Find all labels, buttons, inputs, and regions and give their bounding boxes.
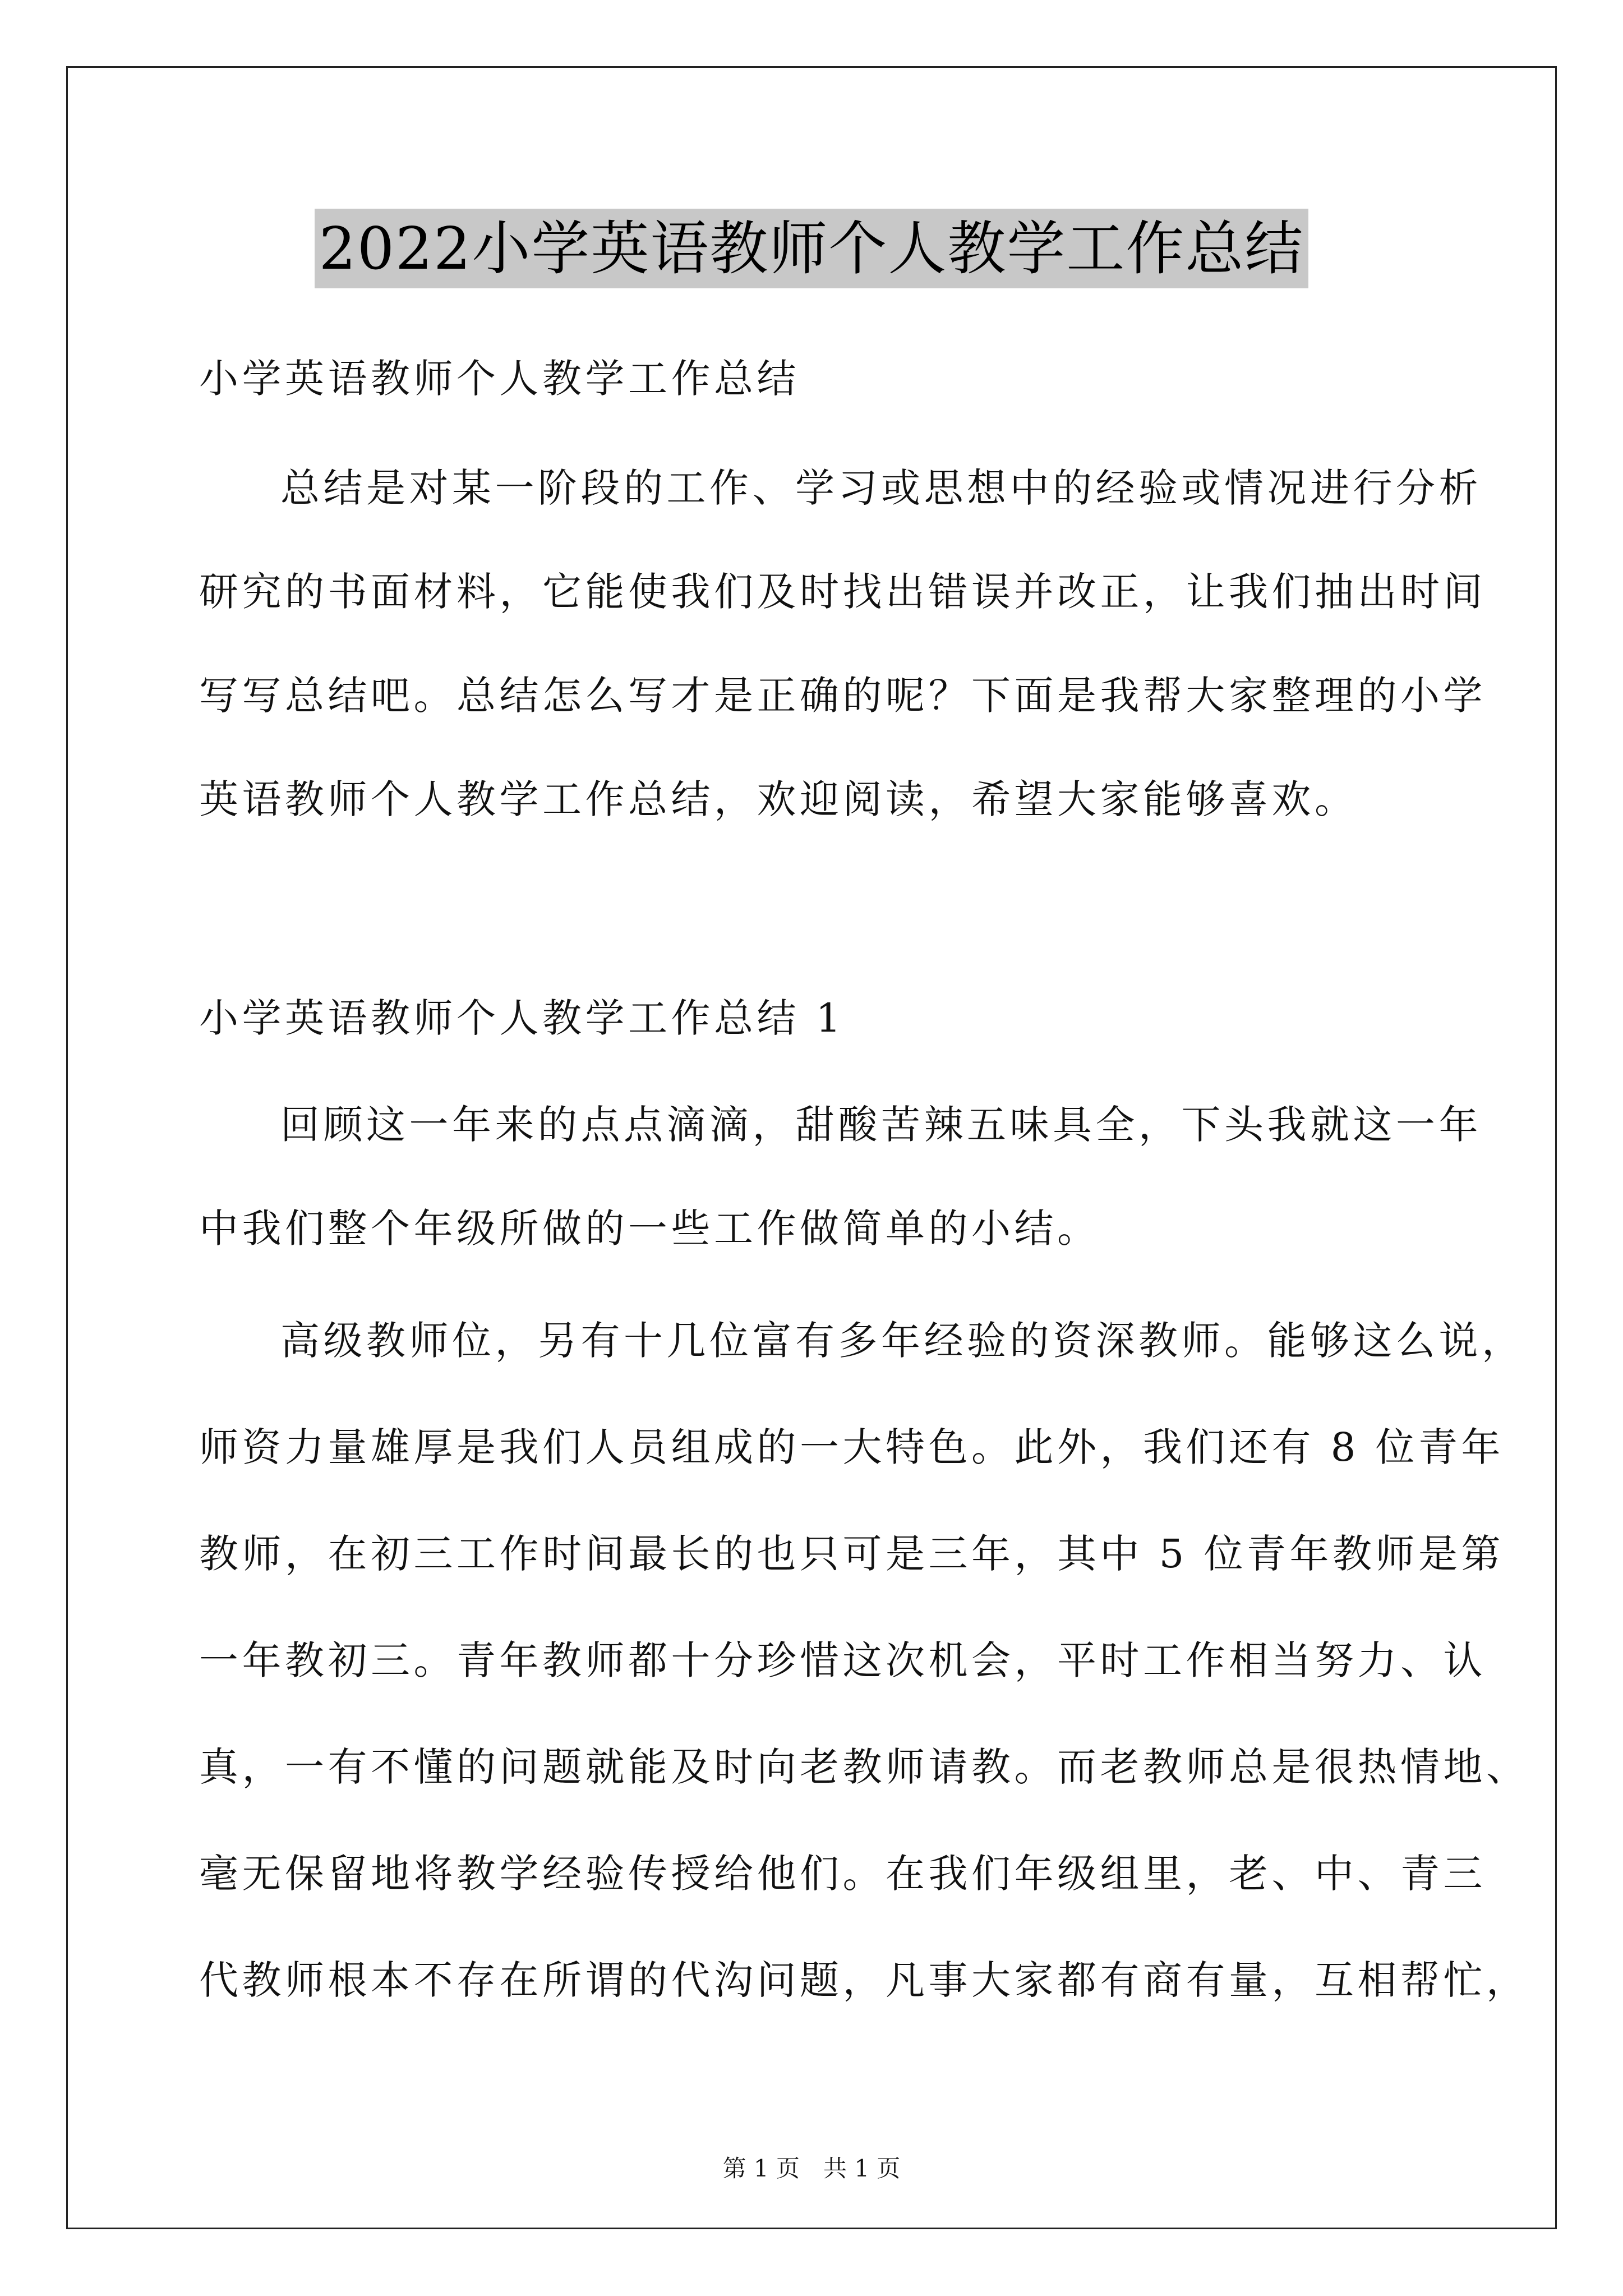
section-heading: 小学英语教师个人教学工作总结 xyxy=(199,356,800,402)
paragraph-line: 中我们整个年级所做的一些工作做简单的小结。 xyxy=(199,1205,1100,1251)
paragraph-line: 毫无保留地将教学经验传授给他们。在我们年级组里，老、中、青三 xyxy=(199,1851,1486,1897)
intro-line: 总结是对某一阶段的工作、学习或思想中的经验或情况进行分析 xyxy=(280,465,1482,511)
paragraph-line: 高级教师位，另有十几位富有多年经验的资深教师。能够这么说， xyxy=(280,1318,1525,1364)
paragraph-line: 教师，在初三工作时间最长的也只可是三年，其中 5 位青年教师是第 xyxy=(199,1531,1505,1577)
paragraph-line: 回顾这一年来的点点滴滴，甜酸苦辣五味具全，下头我就这一年 xyxy=(280,1102,1482,1148)
document-title: 2022小学英语教师个人教学工作总结 xyxy=(315,209,1309,288)
paragraph-line: 代教师根本不存在所谓的代沟问题，凡事大家都有商有量，互相帮忙， xyxy=(199,1957,1529,2003)
paragraph-line: 真，一有不懂的问题就能及时向老教师请教。而老教师总是很热情地、 xyxy=(199,1744,1529,1790)
intro-line: 写写总结吧。总结怎么写才是正确的呢？下面是我帮大家整理的小学 xyxy=(199,673,1486,719)
paragraph-line: 师资力量雄厚是我们人员组成的一大特色。此外，我们还有 8 位青年 xyxy=(199,1424,1505,1470)
paragraph-line: 一年教初三。青年教师都十分珍惜这次机会，平时工作相当努力、认 xyxy=(199,1637,1486,1683)
page-footer: 第 1 页 共 1 页 xyxy=(722,2155,901,2182)
intro-line: 研究的书面材料，它能使我们及时找出错误并改正，让我们抽出时间 xyxy=(199,569,1486,615)
section-heading: 小学英语教师个人教学工作总结 1 xyxy=(199,995,845,1041)
intro-line: 英语教师个人教学工作总结，欢迎阅读，希望大家能够喜欢。 xyxy=(199,776,1358,822)
title-container xyxy=(0,209,1623,288)
